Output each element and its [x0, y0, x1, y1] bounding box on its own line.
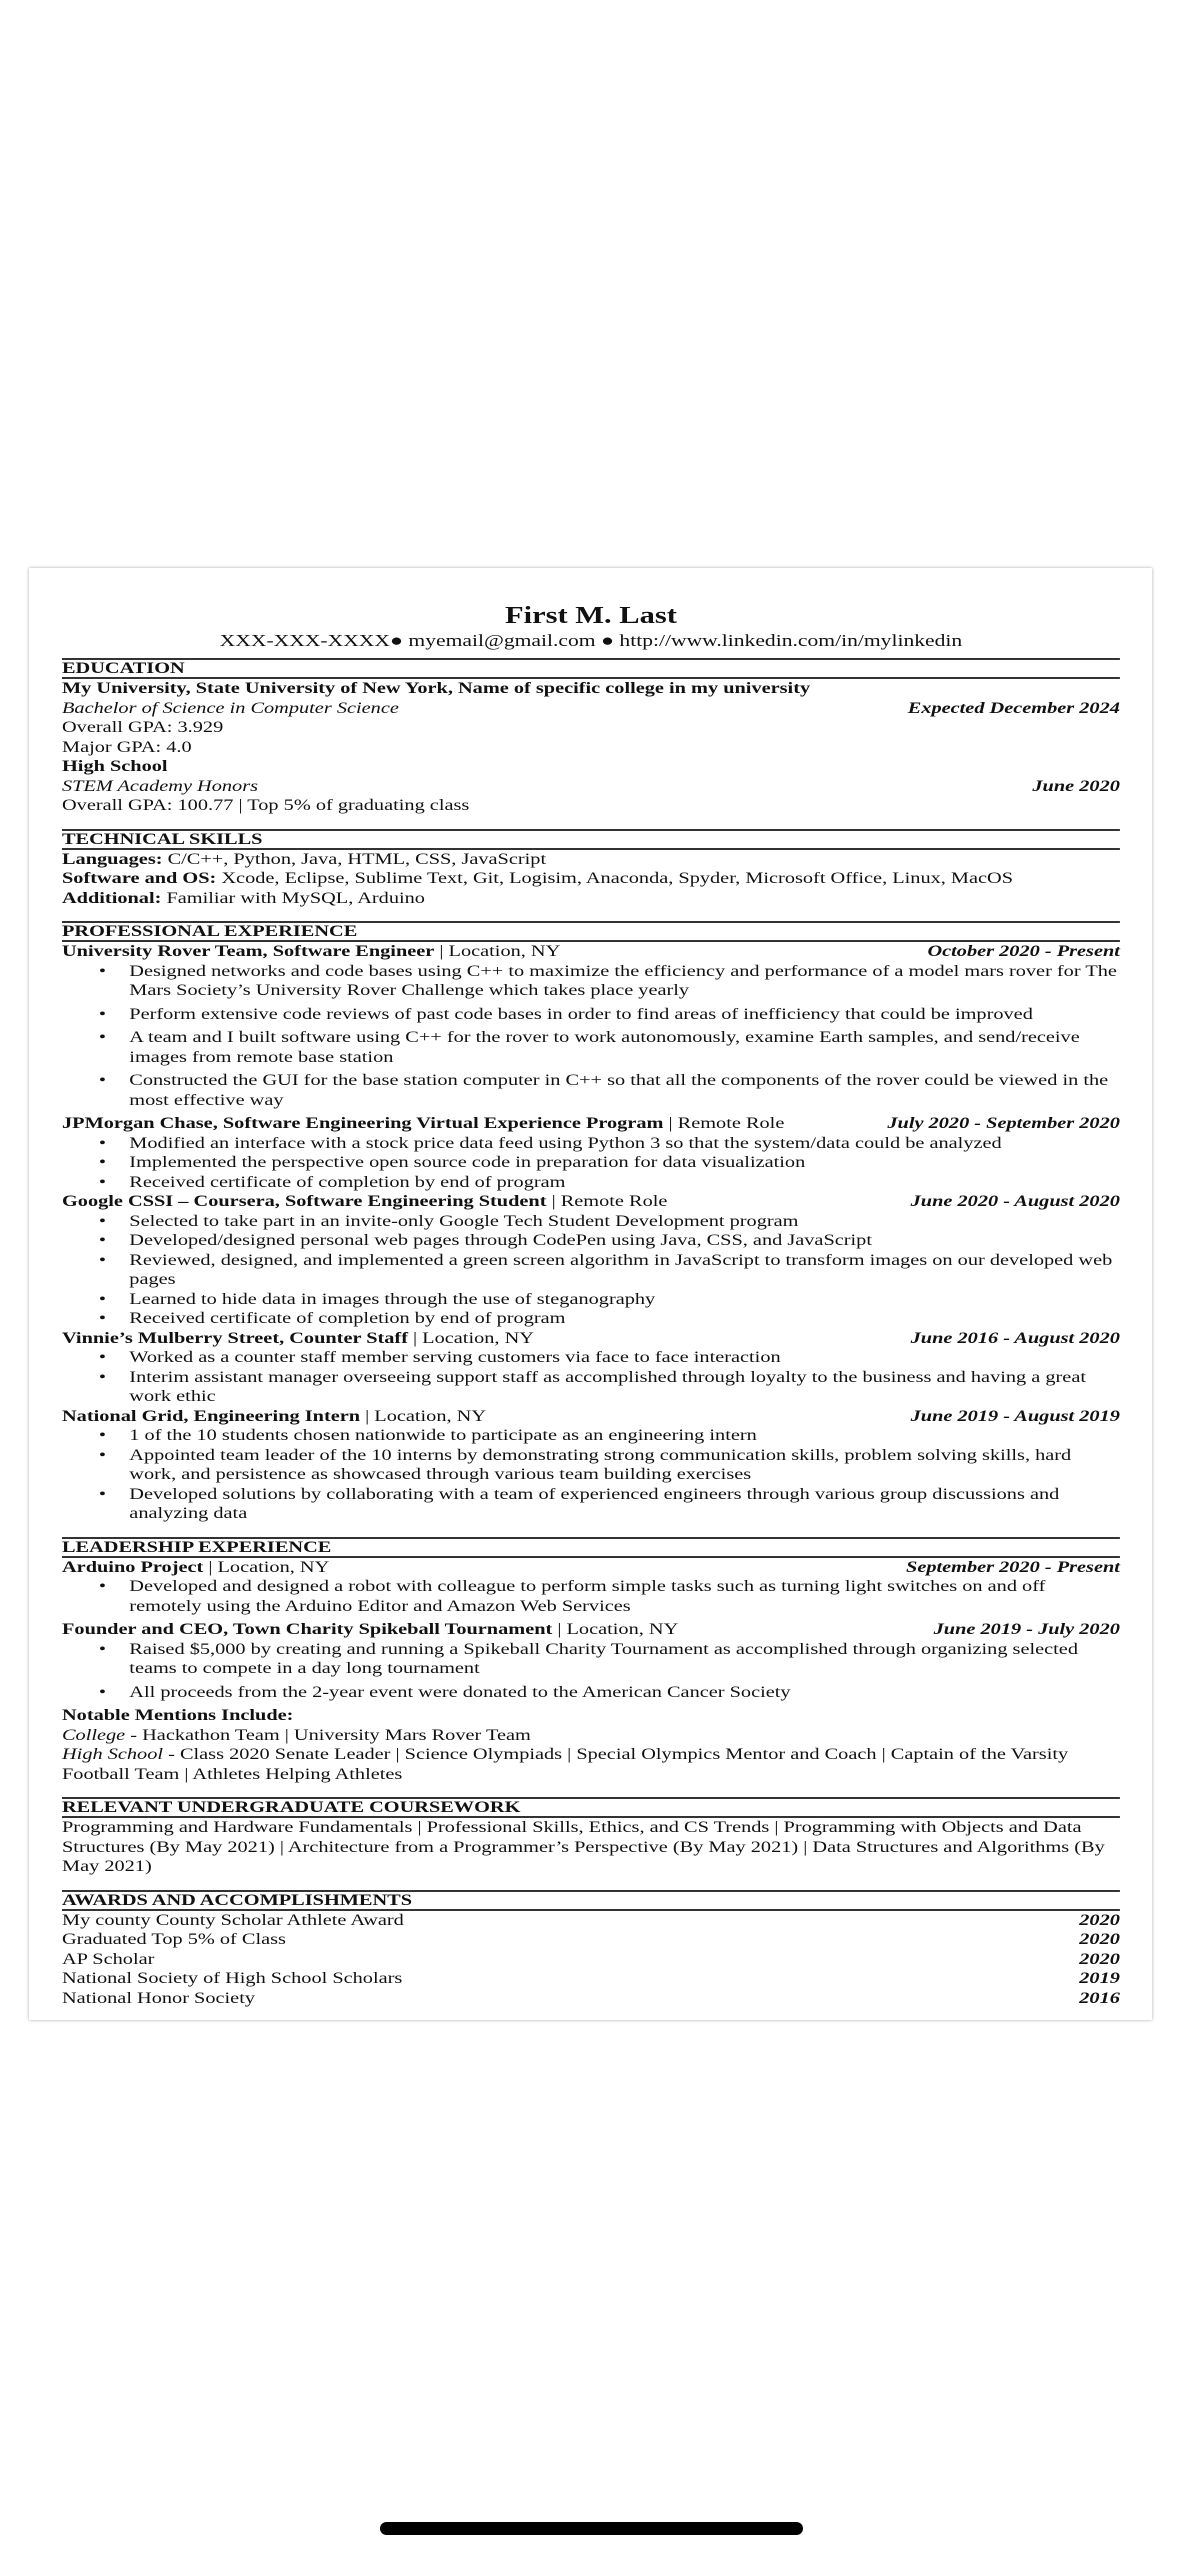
- college-text: - Hackathon Team | University Mars Rover Team: [125, 1726, 531, 1744]
- entry-role: National Grid, Engineering Intern: [62, 1407, 361, 1425]
- award-row: [62, 1989, 1120, 2009]
- coursework-section: [62, 1797, 1120, 1877]
- notable-title: Notable Mentions Include:: [62, 1707, 294, 1724]
- bullet-list: [62, 1212, 1120, 1329]
- entry-role: University Rover Team, Software Engineer: [62, 943, 435, 960]
- bullet-list: [62, 1134, 1120, 1193]
- entry-header: [62, 942, 1120, 962]
- award-row: [62, 1930, 1120, 1950]
- high-school-name: High School: [62, 758, 168, 775]
- notable-college: [62, 1726, 1120, 1746]
- section-heading: TECHNICAL SKILLS: [62, 829, 1120, 850]
- notable-high-school: [62, 1745, 1120, 1784]
- skill-label: Languages:: [62, 850, 163, 868]
- awards-section: [62, 1890, 1120, 2009]
- entry-role: Arduino Project: [62, 1558, 204, 1576]
- entry-role: Vinnie’s Mulberry Street, Counter Staff: [62, 1329, 408, 1347]
- entry-title: [62, 1620, 678, 1640]
- entry-title: [62, 1558, 329, 1578]
- entry-header: [62, 1114, 1120, 1134]
- entry-location: | Location, NY: [552, 1621, 679, 1638]
- award-name: Graduated Top 5% of Class: [62, 1931, 286, 1948]
- award-row: [62, 1950, 1120, 1970]
- skill-label: Additional:: [62, 889, 162, 907]
- bullet-item: • Designed networks and code bases using C++ to maximize the efficiency and performance of a model mars rover for The Mars Society’s University Rover Challenge which takes place yearly: [62, 962, 1120, 1001]
- resume-content: [62, 602, 1120, 2021]
- entry-location: | Location, NY: [407, 1329, 534, 1347]
- award-row: [62, 1911, 1120, 1931]
- section-heading: RELEVANT UNDERGRADUATE COURSEWORK: [62, 1797, 1120, 1818]
- entry-location: | Remote Role: [663, 1115, 785, 1132]
- experience-section: [62, 921, 1120, 1524]
- entry-title: [62, 1407, 486, 1427]
- hs-label: High School: [62, 1746, 164, 1763]
- entry-date: October 2020 - Present: [927, 943, 1120, 960]
- jobs-list: [62, 942, 1120, 1524]
- skill-label: Software and OS:: [62, 870, 217, 887]
- bullet-list: [62, 1577, 1120, 1616]
- home-indicator[interactable]: [380, 2522, 803, 2535]
- bullet-list: [62, 1348, 1120, 1407]
- award-year: 2020: [1079, 1950, 1120, 1968]
- bullet-item: • Developed/designed personal web pages through CodePen using Java, CSS, and JavaScript: [62, 1231, 1120, 1251]
- award-year: 2019: [1079, 1970, 1120, 1987]
- entry-role: JPMorgan Chase, Software Engineering Virtual Experience Program: [62, 1115, 664, 1132]
- skills-list: [62, 850, 1120, 909]
- entry-location: | Remote Role: [546, 1193, 668, 1210]
- section-heading: EDUCATION: [62, 658, 1120, 679]
- bullet-item: • Worked as a counter staff member serving customers via face to face interaction: [62, 1348, 1120, 1368]
- bullet-item: • Implemented the perspective open source code in preparation for data visualization: [62, 1153, 1120, 1173]
- bullet-item: • Learned to hide data in images through the use of steganography: [62, 1290, 1120, 1310]
- award-year: 2020: [1079, 1911, 1120, 1929]
- hs-gpa: Overall GPA: 100.77 | Top 5% of graduating class: [62, 797, 470, 814]
- entry-header: [62, 1558, 1120, 1578]
- entry-header: [62, 1620, 1120, 1640]
- entry-date: July 2020 - September 2020: [887, 1115, 1120, 1132]
- entry-title: [62, 942, 560, 962]
- college-label: College: [62, 1726, 126, 1744]
- bullet-item: • Constructed the GUI for the base station computer in C++ so that all the components of the rover could be viewed in the most effective way: [62, 1071, 1120, 1110]
- university-name: My University, State University of New York, Name of specific college in my university: [62, 680, 811, 697]
- entry-date: June 2019 - July 2020: [933, 1621, 1120, 1638]
- entry-title: [62, 1192, 667, 1212]
- skills-section: [62, 829, 1120, 909]
- section-heading: LEADERSHIP EXPERIENCE: [62, 1537, 1120, 1558]
- contact-line: XXX-XXX-XXXX● myemail@gmail.com ● http://www.linkedin.com/in/mylinkedin: [219, 631, 963, 650]
- skill-row: [62, 869, 1120, 889]
- skill-value: Xcode, Eclipse, Sublime Text, Git, Logisim, Anaconda, Spyder, Microsoft Office, Linux, MacOS: [216, 870, 1014, 887]
- resume-page: [29, 568, 1152, 2020]
- award-year: 2016: [1079, 1989, 1120, 2007]
- section-heading: AWARDS AND ACCOMPLISHMENTS: [62, 1890, 1120, 1911]
- bullet-item: • 1 of the 10 students chosen nationwide to participate as an engineering intern: [62, 1426, 1120, 1446]
- bullet-item: • Developed solutions by collaborating with a team of experienced engineers through various group discussions and analyzing data: [62, 1485, 1120, 1524]
- bullet-list: [62, 962, 1120, 1111]
- overall-gpa: Overall GPA: 3.929: [62, 719, 224, 736]
- hs-date: June 2020: [1032, 777, 1120, 795]
- coursework-text: Programming and Hardware Fundamentals | Professional Skills, Ethics, and CS Trends | Programming with Objects and Data Structures (By May 2021) | Architecture from a Programmer’s Perspective (By May 2021) | Data Structures and Algorithms (By May 2021): [62, 1819, 1105, 1875]
- bullet-list: [62, 1640, 1120, 1703]
- entry-date: June 2016 - August 2020: [910, 1329, 1120, 1347]
- award-year: 2020: [1079, 1931, 1120, 1948]
- entry-location: | Location, NY: [360, 1407, 487, 1425]
- entry-header: [62, 1192, 1120, 1212]
- bullet-item: • Developed and designed a robot with colleague to perform simple tasks such as turning light switches on and off remotely using the Arduino Editor and Amazon Web Services: [62, 1577, 1120, 1616]
- skill-row: [62, 889, 1120, 909]
- leadership-section: [62, 1537, 1120, 1785]
- skill-value: Familiar with MySQL, Arduino: [161, 889, 425, 907]
- bullet-item: • Selected to take part in an invite-only Google Tech Student Development program: [62, 1212, 1120, 1232]
- bullet-item: • Perform extensive code reviews of past code bases in order to find areas of inefficiency that could be improved: [62, 1005, 1120, 1025]
- award-name: National Society of High School Scholars: [62, 1970, 403, 1987]
- bullet-item: • Received certificate of completion by end of program: [62, 1309, 1120, 1329]
- bullet-item: • Modified an interface with a stock price data feed using Python 3 so that the system/data could be analyzed: [62, 1134, 1120, 1154]
- award-name: My county County Scholar Athlete Award: [62, 1911, 404, 1929]
- bullet-list: [62, 1426, 1120, 1524]
- bullet-item: • All proceeds from the 2-year event were donated to the American Cancer Society: [62, 1683, 1120, 1703]
- leadership-list: [62, 1558, 1120, 1703]
- hs-text: - Class 2020 Senate Leader | Science Olympiads | Special Olympics Mentor and Coach | Captain of the Varsity Football Team | Athletes Helping Athletes: [62, 1746, 1069, 1783]
- entry-role: Founder and CEO, Town Charity Spikeball Tournament: [62, 1621, 553, 1638]
- skill-value: C/C++, Python, Java, HTML, CSS, JavaScript: [162, 850, 547, 868]
- bullet-item: • Reviewed, designed, and implemented a green screen algorithm in JavaScript to transform images on our developed web pages: [62, 1251, 1120, 1290]
- award-row: [62, 1969, 1120, 1989]
- bullet-item: • Appointed team leader of the 10 interns by demonstrating strong communication skills, problem solving skills, hard work, and persistence as showcased through various team building exercises: [62, 1446, 1120, 1485]
- award-name: AP Scholar: [62, 1950, 155, 1968]
- major-gpa: Major GPA: 4.0: [62, 738, 192, 756]
- entry-header: [62, 1407, 1120, 1427]
- bullet-item: • Received certificate of completion by end of program: [62, 1173, 1120, 1193]
- hs-program: STEM Academy Honors: [62, 777, 259, 795]
- entry-location: | Location, NY: [434, 943, 561, 960]
- entry-role: Google CSSI – Coursera, Software Engineering Student: [62, 1193, 547, 1210]
- resume-name: First M. Last: [505, 603, 677, 629]
- entry-location: | Location, NY: [203, 1558, 330, 1576]
- award-name: National Honor Society: [62, 1989, 256, 2007]
- entry-header: [62, 1329, 1120, 1349]
- awards-list: [62, 1911, 1120, 2009]
- graduation-date: Expected December 2024: [907, 699, 1120, 717]
- entry-title: [62, 1329, 534, 1349]
- skill-row: [62, 850, 1120, 870]
- bullet-item: • Raised $5,000 by creating and running a Spikeball Charity Tournament as accomplished through organizing selected teams to compete in a day long tournament: [62, 1640, 1120, 1679]
- entry-date: June 2019 - August 2019: [910, 1407, 1120, 1425]
- section-heading: PROFESSIONAL EXPERIENCE: [62, 921, 1120, 942]
- entry-date: June 2020 - August 2020: [910, 1193, 1120, 1210]
- entry-title: [62, 1114, 784, 1134]
- bullet-item: • Interim assistant manager overseeing support staff as accomplished through loyalty to the business and having a great work ethic: [62, 1368, 1120, 1407]
- bullet-item: • A team and I built software using C++ for the rover to work autonomously, examine Earth samples, and send/receive images from remote base station: [62, 1028, 1120, 1067]
- education-section: [62, 658, 1120, 816]
- entry-date: September 2020 - Present: [906, 1558, 1120, 1576]
- degree: Bachelor of Science in Computer Science: [62, 699, 399, 717]
